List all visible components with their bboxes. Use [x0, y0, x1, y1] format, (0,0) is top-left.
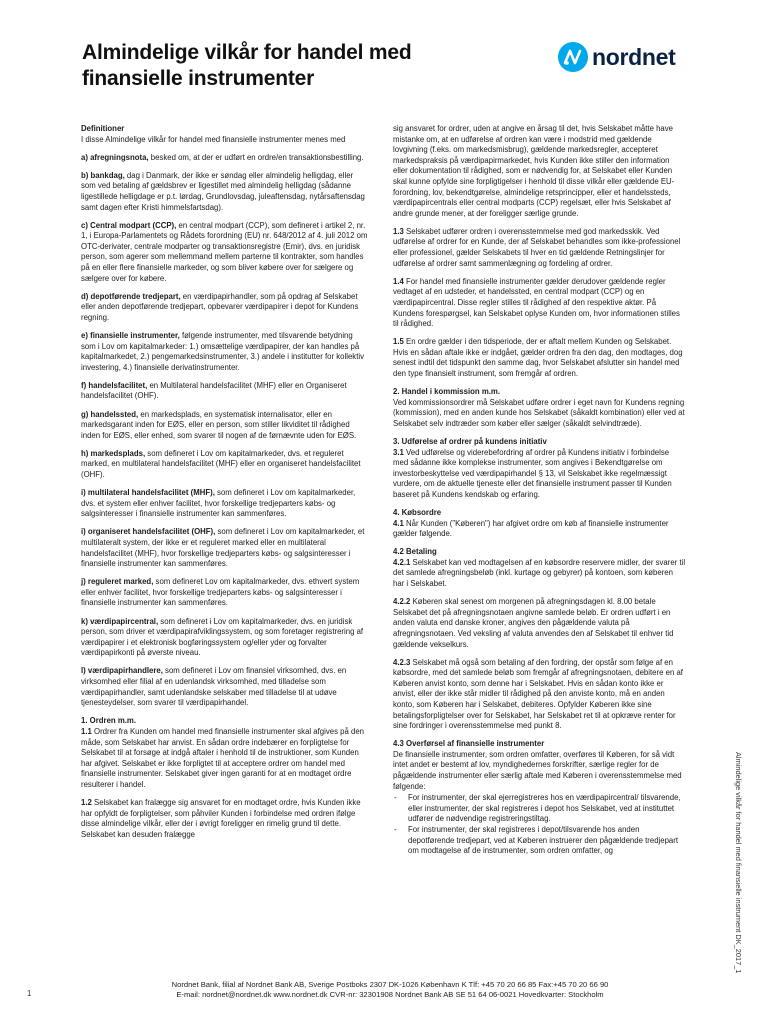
- clause-1-1: [81, 727, 368, 791]
- definition-d: [81, 292, 368, 324]
- definition-k: [81, 617, 368, 659]
- definition-text: som defineret i Lov om kapitalmarkeder, dvs. et system eller enhver facilitet, hvor forskellige tredjeparters købs- og salgsinteresser i finansielle instrumenter kan sammenføres.: [81, 488, 356, 519]
- definition-text: som defineret i Lov om kapitalmarkeder, et multilateralt system, der ikke er et reguleret marked eller en multilateral handelsfacilitet (MHF), hvor forskellige tredjeparters købs- og salgsinteresser i finansielle instrumenter kan sammenføres.: [81, 527, 365, 569]
- definition-text: besked om, at der er udført en ordre/en transaktionsbestilling.: [148, 152, 364, 162]
- clause-1-3: [393, 227, 686, 269]
- definition-e: [81, 331, 368, 373]
- definition-term: c) Central modpart (CCP),: [81, 220, 177, 230]
- clause-number: 1.5: [393, 337, 404, 347]
- definition-term: g) handelssted,: [81, 409, 139, 419]
- definition-text: følgende instrumenter, med tilsvarende betydning som i Lov om kapitalmarkeder: 1.) omsættelige værdipapirer, der kan handles på kapitalmarkedet, 2.) pengemarkedsinstrumenter, 3.) andele i institutter for kollektiv investering, 4.) finansielle derivatinstrumenter.: [81, 331, 364, 372]
- clause-number: 4.1: [393, 518, 404, 528]
- clause-number: 4.2.3: [393, 657, 411, 667]
- section-4-3-list: [393, 793, 686, 857]
- definition-term: d) depotførende tredjepart,: [81, 291, 181, 301]
- footer-line-2: E-mail: nordnet@nordnet.dk www.nordnet.dk CVR-nr: 32301908 Nordnet Bank AB SE 51 64 06-0021 Hovedkvarter: Stockholm: [176, 990, 604, 1000]
- clause-4-2-3: [393, 658, 686, 732]
- definition-text: dag i Danmark, der ikke er søndag eller almindelig helligdag, eller som ved betaling af gældsbrev er ligestillet med almindelig helligdag (sådanne ligestillede helligdage er p.t. lørdag, Grundlovsdag, juleaftensdag, nytårsaftensdag samt dagen efter Kristi himmelsfartsdag).: [81, 170, 365, 212]
- definition-text: en markedsplads, en systematisk internalisator, eller en markedsgarant inden for EØS, eller en person, som stiller likviditet til rådighed inden for EØS, eller enhed, som svarer til nogen af de førnævnte uden for EØS.: [81, 409, 357, 440]
- definitions-intro: I disse Almindelige vilkår for handel med finansielle instrumenter menes med: [81, 134, 346, 144]
- nordnet-logo-icon: [558, 42, 588, 72]
- footer: [110, 980, 670, 1001]
- list-item: - For instrumenter, der skal registreres i depot/tilsvarende hos anden depotførende tredjepart, ved at Køberen instruerer den pågældende tredjepart om modtagelse af de instrumenter, som ordren omfatter, og: [393, 825, 686, 857]
- clause-text: For handel med finansielle instrumenter gælder derudover gældende regler vedtaget af en udsteder, et handelssted, en central modpart (CCP) og en værdipapircentral. Disse regler stilles til rådighed af den respektive aktør. På Kundens forespørgsel, kan Selskabet oplyse Kunden om, hvor informationen stilles til rådighed.: [393, 276, 680, 329]
- definition-h: [81, 449, 368, 481]
- right-column: [393, 124, 686, 864]
- list-item: - For instrumenter, der skal ejerregistreres hos en værdipapircentral/ tilsvarende, eller instrumenter, der skal registreres i depot hos Selskabet, ved at instituttet udfører de nødvendige registreringstiltag.: [393, 793, 686, 825]
- clause-text: Ordrer fra Kunden om handel med finansielle instrumenter skal afgives på den måde, som Selskabet har anvist. En sådan ordre indebærer en forpligtelse for Selskabet til at forsøge at indgå aftaler i henhold til de instruktioner, som Kunden har afgivet. Selskabet er ikke forpligtet til at acceptere ordrer om handel med finansielle instrumenter. Selskabet giver ingen garanti for at en modtaget ordre resulterer i handel.: [81, 726, 365, 789]
- title-line-2: finansielle instrumenter: [82, 67, 315, 90]
- clause-text: Selskabet kan fralægge sig ansvaret for en modtaget ordre, hvis Kunden ikke har opfyldt de forpligtelser, som påhviler Kunden i forbindelse med ordren ifølge disse almindelige vilkår, eller der i øvrigt foreligger en rimelig grund til dette. Selskabet kan desuden fralægge: [81, 797, 361, 839]
- definition-l: [81, 666, 368, 708]
- definition-term: b) bankdag,: [81, 170, 125, 180]
- definition-term: i) organiseret handelsfacilitet (OHF),: [81, 527, 216, 537]
- clause-text: Selskabet udfører ordren i overensstemmelse med god markedsskik. Ved udførelse af ordrer for en Kunde, der af Selskabet behandles som ikke-professionel eller professionel, gælder Selskabets til hver en tid gældende Retningslinjer for udførelse af ordrer samt sammenlægning og fordeling af ordrer.: [393, 226, 681, 268]
- sidebar-document-reference: [733, 752, 745, 1012]
- clause-number: 4.2.1: [393, 557, 411, 567]
- sidebar-text: Almindelige vilkår for handel med finansielle instrument DK_2017_1: [734, 752, 743, 974]
- logo-wordmark: nordnet: [592, 43, 676, 70]
- definition-f: [81, 381, 368, 402]
- clause-number: 3.1: [393, 447, 404, 457]
- footer-line-1: Nordnet Bank, filial af Nordnet Bank AB, Sverige Postboks 2307 DK-1026 København K Tlf: +45 70 20 66 85 Fax:+45 70 20 66 90: [171, 980, 609, 989]
- definition-b: [81, 171, 368, 213]
- section-3-heading: 3. Udførelse af ordrer på kundens initiativ: [393, 436, 547, 446]
- clause-text: Selskabet kan ved modtagelsen af en købsordre reservere midler, der svarer til det samlede afregningsbeløb (inkl. kurtage og gebyrer) på kontoen, som køberen har i Selskabet.: [393, 557, 686, 589]
- definition-text: som defineret i Lov om finansiel virksomhed, dvs. en virksomhed eller filial af en udenlandsk virksomhed, med tilladelse som værdipapirhandler, samt udenlandske selskaber med tilladelse til at udøve tjenesteydelser, som svarer til værdipapirhandel.: [81, 666, 347, 708]
- clause-text: En ordre gælder i den tidsperiode, der er aftalt mellem Kunden og Selskabet. Hvis en sådan aftale ikke er indgået, gælder ordren fra den dag, den modtages, dog senest indtil det tidspunkt den samme dag, hvor Selskabet afslutter sin handel med den type finansielt instrument, som fremgår af ordren.: [393, 337, 683, 378]
- section-4-heading: 4. Købsordre: [393, 508, 442, 517]
- clause-number: 1.2: [81, 797, 92, 807]
- title-line-1: Almindelige vilkår for handel med: [82, 41, 412, 64]
- clause-1-2-continued: sig ansvaret for ordrer, uden at angive en årsag til det, hvis Selskabet måtte have mistanke om, at en udførelse af ordren kan være i modstrid med gældende lovgivning (f.eks. om markedsmisbrug), gældende markedsregler, accepteret markedspraksis på værdipapirmarkedet, hvis Kunden ikke stiller den information eller dokumentation til rådighed, som er nødvendig for, at Selskabet eller Kunden skal kunne opfylde sine forpligtigelser i henhold til disse vilkår eller gældende EU-forordning, lov, bekendtgørelse, almindelige retsprincipper, eller et handelssteds, værdipapircentrals eller central modparts (CCP) regelsæt, eller hvis Selskabet af andre grunde mener, at der foreligger særlige grunde.: [393, 124, 675, 218]
- section-4-2-heading: 4.2 Betaling: [393, 547, 437, 557]
- clause-number: 4.2.2: [393, 597, 411, 607]
- definition-term: e) finansielle instrumenter,: [81, 331, 180, 340]
- definition-i-mhf: [81, 488, 368, 520]
- nordnet-logo: [558, 42, 676, 72]
- clause-text: Køberen skal senest om morgenen på afregningsdagen kl. 8.00 betale Selskabet det på afregningsnotaen angivne samlede beløb. Er ordren udført i en anden valuta end danske kroner, angives den pågældende valuta på afregningsnotaen. Ved veksling af valuta anvendes den af Selskabet til enhver tid gældende vekselkurs.: [393, 597, 674, 649]
- definition-text: som defineret i Lov om kapitalmarkeder, dvs. et reguleret marked, en multilateral handelsfacilitet (MHF) eller en organiseret handelsfacilitet (OHF).: [81, 448, 361, 480]
- left-column: [81, 124, 368, 848]
- clause-number: 1.4: [393, 276, 404, 286]
- definition-g: [81, 410, 368, 442]
- definition-term: f) handelsfacilitet,: [81, 380, 148, 390]
- clause-text: Når Kunden ("Køberen") har afgivet ordre om køb af finansielle instrumenter gælder følgende.: [393, 518, 669, 539]
- definition-i-ohf: [81, 527, 368, 569]
- clause-text: Selskabet må også som betaling af den fordring, der opstår som følge af en købsordre, med det samlede beløb som fremgår af afregningsnotaen, debitere en af Køberen anvist konto, som denne har i Selskabet. Hvis en sådan konto ikke er anvist, eller der ikke står midler til rådighed på den anviste konto, må en anden konto, som Køberen har i Selskabet, debiteres. Opfylder Køberen ikke sine betalingsforpligtelser over for Selskabet, har Selskabet ret til at opkræve renter for sine fordringer i overensstemmelse med punkt 8.: [393, 657, 683, 731]
- clause-text: Ved udførelse og viderebefordring af ordrer på Kundens initiativ i forbindelse med sådanne ikke komplekse instrumenter, som angives i Bekendtgørelse om investorbeskyttelse ved værdipapirhandel § 13, vil Selskabet ikke regelmæssigt vurdere, om de aktuelle tjeneste eller det finansielle instrument passer til Kunden baseret på Kundens kendskab og erfaring.: [393, 447, 672, 499]
- clause-4-1: [393, 519, 686, 540]
- section-4-3-text: De finansielle instrumenter, som ordren omfatter, overføres til Køberen, for så vidt intet andet er bestemt af lov, myndighedernes forskrifter, særlige regler for de pågældende instrumenter eller særlig aftale med Køberen i overensstemmelse med følgende:: [393, 749, 682, 791]
- clause-4-2-2: [393, 597, 686, 650]
- document-title: [82, 40, 482, 92]
- section-1-heading: 1. Ordren m.m.: [81, 716, 137, 726]
- clause-3-1: [393, 448, 686, 501]
- clause-number: 1.3: [393, 226, 404, 236]
- definition-c: [81, 221, 368, 285]
- section-2-text: Ved kommissionsordrer må Selskabet udføre ordrer i eget navn for Kundens regning (kommission), med en anden kunde hos Selskabet (såkaldt kombination) eller ved at Selskabet selv indtræder som køber eller sælger (såkaldt selvindtræde).: [393, 397, 685, 428]
- definition-text: som defineret Lov om kapitalmarkeder, dvs. ethvert system eller enhver facilitet, hvor forskellige tredjeparters købs- og salgsinteresser i finansielle instrumenter kan sammenføres.: [81, 577, 360, 608]
- definition-term: a) afregningsnota,: [81, 152, 149, 162]
- definition-term: l) værdipapirhandlere,: [81, 666, 163, 676]
- definition-text: en central modpart (CCP), som defineret i artikel 2, nr. 1, i Europa-Parlamentets og Rådets forordning (EU) nr. 648/2012 af 4. juli 2012 om OTC-derivater, centrale modparter og transaktionsregistre (Emir), dvs. en juridisk person, som agerer som mellemmand mellem parterne til kontrakter, som handles på en eller flere finansielle markeder, og som bliver købere over for sælgere og sælgere over for købere.: [81, 220, 368, 283]
- definition-text: som defineret i Lov om kapitalmarkeder, dvs. en juridisk person, som driver et værdipapirafviklingssystem, og som foretager registrering af værdipapirer i et elektronisk bogføringssystem og/eller yder og forvalter værdipapirkonti på øverste niveau.: [81, 616, 364, 658]
- clause-4-2-1: [393, 558, 686, 590]
- definitions-heading: Definitioner: [81, 124, 125, 133]
- definition-term: j) reguleret marked,: [81, 577, 154, 587]
- definition-a: [81, 153, 368, 164]
- definition-text: en værdipapirhandler, som på opdrag af Selskabet eller anden depotførende tredjepart, opbevarer værdipapirer i depot for Kundens regning.: [81, 291, 359, 322]
- section-4-3-heading: 4.3 Overførsel af finansielle instrumenter: [393, 739, 545, 749]
- clause-1-5: [393, 337, 686, 379]
- section-2-heading: 2. Handel i kommission m.m.: [393, 387, 501, 397]
- clause-number: 1.1: [81, 726, 92, 736]
- definition-text: en Multilateral handelsfacilitet (MHF) eller en Organiseret handelsfacilitet (OHF).: [81, 380, 347, 401]
- definition-j: [81, 577, 368, 609]
- clause-1-2: [81, 798, 368, 840]
- clause-1-4: [393, 277, 686, 330]
- definition-term: k) værdipapircentral,: [81, 616, 159, 626]
- definition-term: h) markedsplads,: [81, 448, 146, 458]
- definition-term: i) multilateral handelsfacilitet (MHF),: [81, 488, 215, 498]
- page-number: 1: [27, 989, 32, 998]
